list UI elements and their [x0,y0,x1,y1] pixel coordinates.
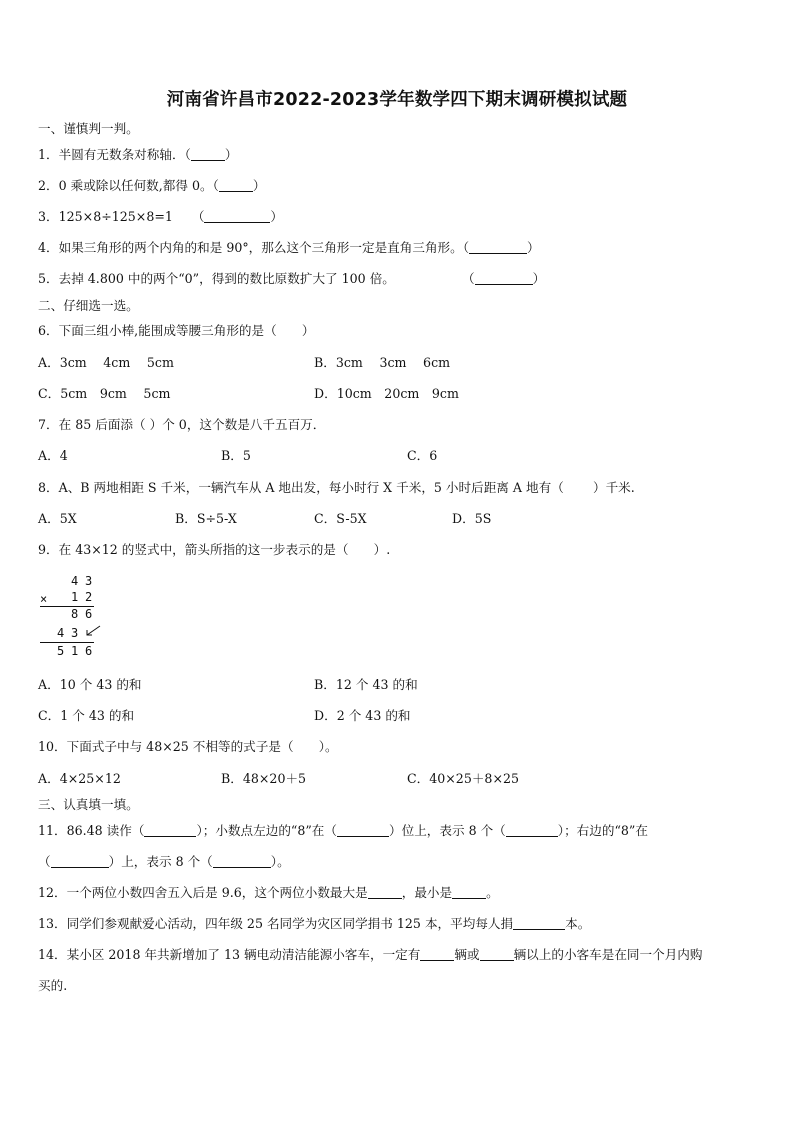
question-14-text: 辆或 [454,947,480,962]
question-14-text: 辆以上的小客车是在同一个月内购 [513,947,703,962]
answer-blank[interactable] [213,854,271,868]
digit: 5 [57,644,65,658]
question-9-option-a[interactable]: A．10 个 43 的和 [38,677,142,692]
question-11-text: ）；小数点左边的“8”在（ [196,823,337,838]
paren-close: ） [252,178,266,193]
question-5 [38,270,395,288]
question-11-text: 11．86.48 读作（ [38,823,145,838]
answer-blank[interactable] [144,823,196,837]
question-11-text: ）；右边的“8”在 [557,823,648,838]
question-13-text: 本。 [565,916,591,931]
answer-blank[interactable] [513,916,565,930]
question-6-text: 6．下面三组小棒,能围成等腰三角形的是（ ） [38,323,315,338]
page-title: 河南省许昌市2022-2023学年数学四下期末调研模拟试题 [166,90,628,110]
question-7-option-c[interactable]: C．6 [407,448,438,463]
question-2-text: 2．0 乘或除以任何数,都得 0。（ [38,178,219,193]
question-11-text: ）上，表示 8 个（ [108,854,213,869]
answer-blank[interactable] [219,178,253,192]
question-1 [38,146,237,164]
question-12-text: 。 [486,885,499,900]
question-10-option-c[interactable]: C．40×25＋8×25 [407,771,520,786]
question-9-option-c[interactable]: C．1 个 43 的和 [38,708,135,723]
question-6-option-c[interactable]: C．5cm 9cm 5cm [38,386,171,401]
question-7-option-b[interactable]: B．5 [221,448,251,463]
question-5-text: 5．去掉 4.800 中的两个“0”，得到的数比原数扩大了 100 倍。 [38,271,395,286]
question-6-option-d[interactable]: D．10cm 20cm 9cm [314,386,459,401]
answer-blank[interactable] [204,209,270,223]
question-4-text: 4．如果三角形的两个内角的和是 90°，那么这个三角形一定是直角三角形。（ [38,240,470,255]
digit: 6 [85,607,93,621]
paren-open: （ [462,271,475,286]
digit: 4 [71,574,79,588]
question-14-text: 14．某小区 2018 年共新增加了 13 辆电动清洁能源小客车，一定有 [38,947,421,962]
question-14-line-2: 买的. [38,978,68,993]
question-9-option-b[interactable]: B．12 个 43 的和 [314,677,418,692]
answer-blank[interactable] [337,823,389,837]
question-11-text: ）位上，表示 8 个（ [389,823,506,838]
times-sign: × [40,592,48,606]
rule-line [40,642,94,643]
question-8-option-c[interactable]: C．S-5X [314,511,367,526]
paren-close: ） [224,147,238,162]
section-heading-1: 一、谨慎判一判。 [38,121,139,136]
question-3-text: 3．125×8÷125×8=1 （ [38,209,205,224]
question-6-option-b[interactable]: B．3cm 3cm 6cm [314,355,451,370]
question-8-text: 8．A、B 两地相距 S 千米，一辆汽车从 A 地出发，每小时行 X 千米，5 小时后距离 A 地有（ ）千米. [38,480,635,495]
question-7-text: 7．在 85 后面添（ ）个 0，这个数是八千五百万． [38,417,326,432]
answer-blank[interactable] [506,823,558,837]
question-9-text: 9．在 43×12 的竖式中，箭头所指的这一步表示的是（ ）. [38,542,391,557]
question-10-option-b[interactable]: B．48×20＋5 [221,771,307,786]
digit: 6 [85,644,93,658]
answer-blank[interactable] [452,885,486,899]
answer-blank[interactable] [475,271,533,285]
question-12-text: 12．一个两位小数四舍五入后是 9.6，这个两位小数最大是 [38,885,368,900]
question-8-option-d[interactable]: D．5S [452,511,492,526]
question-11-text: （ [38,854,51,869]
digit: 8 [71,607,79,621]
question-1-text: 1．半圆有无数条对称轴．（ [38,147,191,162]
question-8-option-b[interactable]: B．S÷5-X [175,511,237,526]
question-4 [38,239,540,257]
section-heading-2: 二、仔细选一选。 [38,298,139,313]
answer-blank[interactable] [191,147,225,161]
question-8-option-a[interactable]: A．5X [38,511,77,526]
question-11-line-2 [38,853,290,871]
question-13 [38,915,590,933]
answer-blank[interactable] [368,885,402,899]
question-12 [38,884,499,902]
answer-blank[interactable] [51,854,109,868]
vertical-multiplication [38,574,108,660]
paren-close: ） [532,271,546,286]
digit: 1 [71,644,79,658]
question-13-text: 13．同学们参观献爱心活动，四年级 25 名同学为灾区同学捐书 125 本，平均每人捐 [38,916,514,931]
question-7-option-a[interactable]: A．4 [38,448,68,463]
question-6-option-a[interactable]: A．3cm 4cm 5cm [38,355,174,370]
question-3 [38,208,283,226]
question-14-line-1 [38,946,702,964]
question-10-text: 10．下面式子中与 48×25 不相等的式子是（ ）。 [38,739,338,754]
digit: 3 [85,574,93,588]
answer-blank[interactable] [480,947,514,961]
answer-blank[interactable] [469,240,527,254]
question-5-answer [462,270,545,288]
digit: 3 [71,626,79,640]
question-12-text: ，最小是 [401,885,453,900]
digit: 1 [71,590,79,604]
question-11-text: ）。 [270,854,290,869]
digit: 2 [85,590,93,604]
paren-close: ） [270,209,284,224]
paren-close: ） [527,240,540,255]
arrow-icon [84,624,102,638]
answer-blank[interactable] [420,947,454,961]
question-11-line-1 [38,822,648,840]
question-9-option-d[interactable]: D．2 个 43 的和 [314,708,411,723]
digit: 4 [57,626,65,640]
question-2 [38,177,265,195]
section-heading-3: 三、认真填一填。 [38,797,139,812]
question-10-option-a[interactable]: A．4×25×12 [38,771,121,786]
